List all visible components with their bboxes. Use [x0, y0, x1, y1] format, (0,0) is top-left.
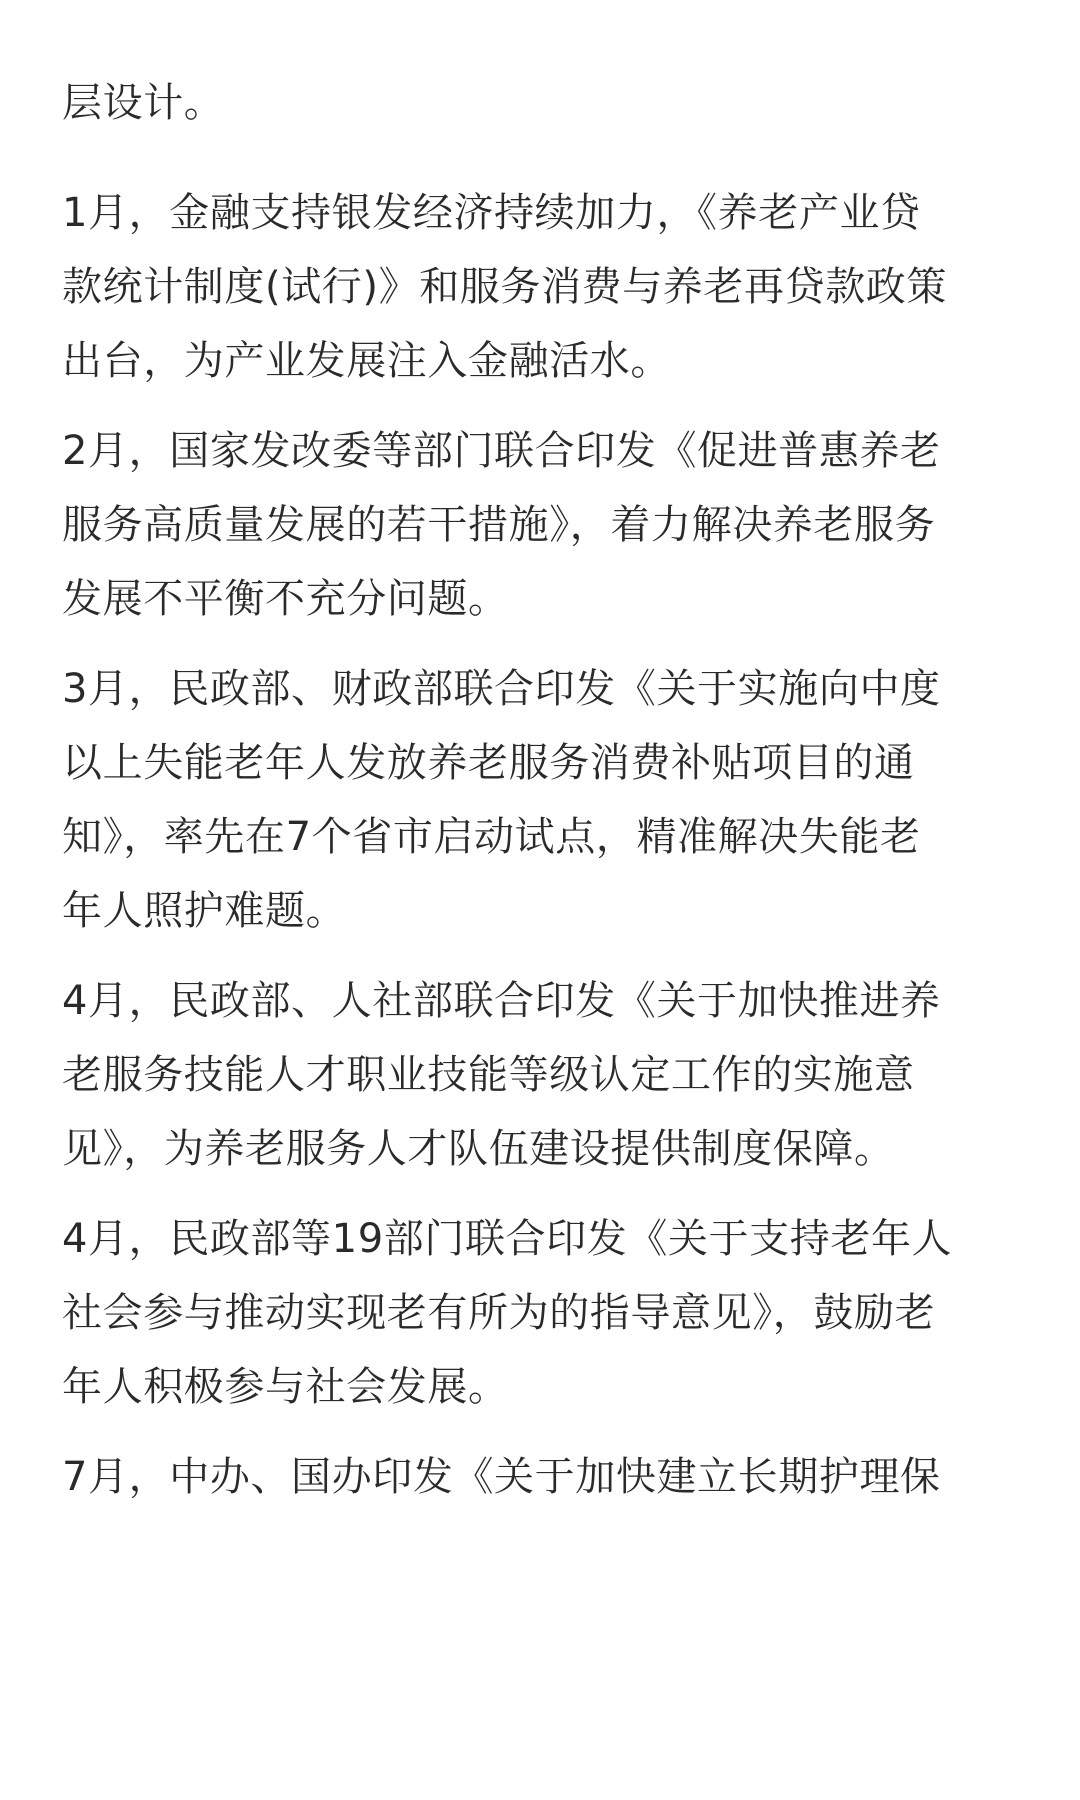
paragraph-intro-tail — [62, 66, 1032, 140]
paragraph-april-skills — [62, 964, 1032, 1186]
text-line: 3月，民政部、财政部联合印发《关于实施向中度 — [62, 666, 941, 712]
paragraph-february — [62, 414, 1032, 636]
text-line: 见》，为养老服务人才队伍建设提供制度保障。 — [62, 1126, 895, 1172]
text-line: 发展不平衡不充分问题。 — [62, 576, 509, 622]
text-line: 2月，国家发改委等部门联合印发《促进普惠养老 — [62, 428, 941, 474]
paragraph-july — [62, 1440, 1032, 1514]
text-line: 年人积极参与社会发展。 — [62, 1364, 509, 1410]
text-line: 出台，为产业发展注入金融活水。 — [62, 338, 671, 384]
text-line: 层设计。 — [62, 80, 225, 126]
text-line: 年人照护难题。 — [62, 888, 347, 934]
paragraph-april-participation — [62, 1202, 1032, 1424]
text-line: 服务高质量发展的若干措施》，着力解决养老服务 — [62, 502, 936, 548]
paragraph-march — [62, 652, 1032, 948]
text-line: 以上失能老年人发放养老服务消费补贴项目的通 — [62, 740, 915, 786]
text-line: 社会参与推动实现老有所为的指导意见》，鼓励老 — [62, 1290, 936, 1336]
paragraph-january — [62, 176, 1032, 398]
text-line: 7月，中办、国办印发《关于加快建立长期护理保 — [62, 1454, 941, 1500]
text-line: 老服务技能人才职业技能等级认定工作的实施意 — [62, 1052, 915, 1098]
text-line: 4月，民政部、人社部联合印发《关于加快推进养 — [62, 978, 941, 1024]
text-line: 款统计制度(试行)》和服务消费与养老再贷款政策 — [62, 264, 948, 310]
text-line: 4月，民政部等19部门联合印发《关于支持老年人 — [62, 1216, 953, 1262]
text-line: 1月，金融支持银发经济持续加力，《养老产业贷 — [62, 190, 921, 236]
text-line: 知》，率先在7个省市启动试点，精准解决失能老 — [62, 814, 921, 860]
